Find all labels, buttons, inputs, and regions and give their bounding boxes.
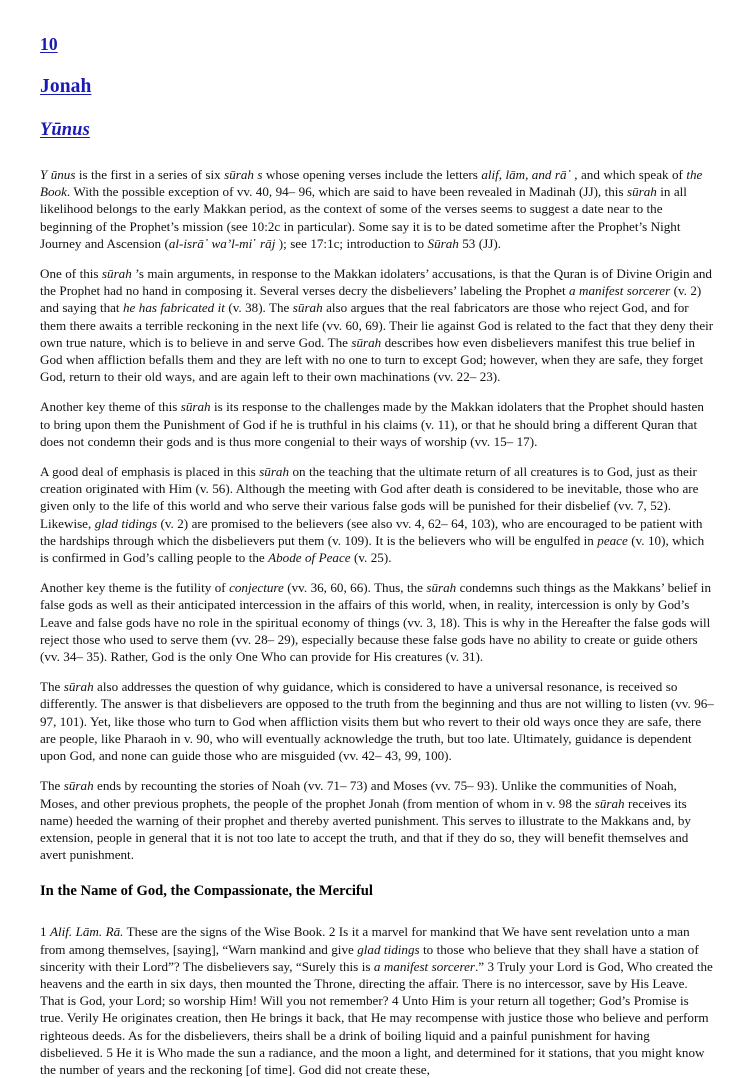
chapter-number-heading: 10 (40, 34, 58, 54)
intro-paragraph-7: The sūrah ends by recounting the stories of Noah (vv. 71– 73) and Moses (vv. 75– 93). Unlike the communities of Noah, Moses, and other previous prophets, the people of the prophet Jonah (from mention of whom in v. 98 the sūrah receives its name) heeded the warning of their prophet and thereby averted punishment. This serves to illustrate to the Makkans and, by extension, people in general that it is not too late to accept the truth, and that if they do so, they will benefit themselves and avert punishment. (40, 778, 691, 863)
intro-paragraph-4: A good deal of emphasis is placed in this sūrah on the teaching that the ultimate return of all creatures is to God, just as their creation originated with Him (v. 56). Although the meeting with God after death is considered to be inevitable, those who are given only to the life of this world and who serve their various false gods will be punished for their disbelief (vv. 7, 52). Likewise, glad tidings (v. 2) are promised to the believers (see also vv. 4, 62– 64, 103), who are encouraged to be patient with the hardships through which the disbelievers put them (v. 109). It is the believers who will be engulfed in peace (v. 10), which is confirmed in God’s calling people to the Abode of Peace (v. 25). (40, 464, 705, 566)
intro-paragraph-3: Another key theme of this sūrah is its response to the challenges made by the Makkan idolaters that the Prophet should hasten to bring upon them the Punishment of God if he is truthful in his claims (v. 11), or that he should bring a different Quran that does not condemn their gods and is thus more congenial to their ways of worship (vv. 15– 17). (40, 399, 704, 449)
page-content (40, 34, 714, 1078)
intro-paragraph-6: The sūrah also addresses the question of why guidance, which is considered to have a universal resonance, is received so differently. The answer is that disbelievers are opposed to the truth from the beginning and thus are not willing to listen (vv. 96– 97, 101). Yet, like those who turn to God when affliction visits them but who revert to their old ways once they are safe, there are people, like Pharaoh in v. 90, who will eventually acknowledge the truth, but too late. Ultimately, guidance is dependent upon God, and none can guide those who are misguided (vv. 42– 43, 99, 100). (40, 679, 714, 764)
chapter-transliteration-heading: Yūnus (40, 120, 90, 140)
intro-paragraph-1: Y ūnus is the first in a series of six sūrah s whose opening verses include the letters alif, lām, and rā᾽ , and which speak of the Book. With the possible exception of vv. 40, 94– 96, which are said to have been revealed in Madinah (JJ), this sūrah in all likelihood belongs to the early Makkan period, as the context of some of the verses seems to suggest a date near to the beginning of the Prophet’s mission (see 10:2c in particular). Some say it is to be dated sometime after the Prophet’s Night Journey and Ascension (al-isrā᾽ wa’l-mi῾ rāj ); see 17:1c; introduction to Sūrah 53 (JJ). (40, 167, 703, 251)
chapter-title-heading: Jonah (40, 76, 92, 97)
intro-paragraph-2: One of this sūrah ’s main arguments, in response to the Makkan idolaters’ accusations, is that the Quran is of Divine Origin and the Prophet had no hand in composing it. Several verses decry the disbelievers’ labeling the Prophet a manifest sorcerer (v. 2) and saying that he has fabricated it (v. 38). The sūrah also argues that the real fabricators are those who reject God, and for them there awaits a terrible reckoning in the next life (vv. 60, 69). Their lie against God is related to the fact that they deny their own true nature, which is to believe in and serve God. The sūrah describes how even disbelievers manifest this true belief in God when affliction befalls them and they are left with no one to turn to except God; however, when they are safe, they forget God, return to their old ways, and are again left to their own machinations (vv. 22– 23). (40, 266, 714, 385)
basmala-heading: In the Name of God, the Compassionate, the Merciful (40, 883, 373, 900)
intro-paragraph-5: Another key theme is the futility of conjecture (vv. 36, 60, 66). Thus, the sūrah condemns such things as the Makkans’ belief in false gods as well as their anticipated intercession in the affairs of this world, when, in reality, intercession is only by God’s Leave and false gods have no role in the spiritual economy of things (vv. 3, 18). This is why in the Hereafter the false gods will reject those who used to serve them (vv. 28– 29), especially because these false gods have no ability to create or guide others (vv. 34– 35). Rather, God is the only One Who can provide for His creatures (v. 31). (40, 580, 711, 665)
verses-paragraph: 1 Alif. Lām. Rā. These are the signs of the Wise Book. 2 Is it a marvel for mankind that We have sent revelation unto a man from among themselves, [saying], “Warn mankind and give glad tidings to those who believe that they shall have a station of sincerity with their Lord”? The disbelievers say, “Surely this is a manifest sorcerer.” 3 Truly your Lord is God, Who created the heavens and the earth in six days, then mounted the Throne, directing the affair. There is no intercessor, save by His Leave. That is God, your Lord; so worship Him! Will you not remember? 4 Unto Him is your return all together; God’s Promise is true. Verily He originates creation, then He brings it back, that He may recompense with justice those who believe and perform righteous deeds. As for the disbelievers, theirs shall be a drink of boiling liquid and a painful punishment for having disbelieved. 5 He it is Who made the sun a radiance, and the moon a light, and determined for it stations, that you might know the number of years and the reckoning [of time]. God did not create these, (40, 924, 713, 1077)
